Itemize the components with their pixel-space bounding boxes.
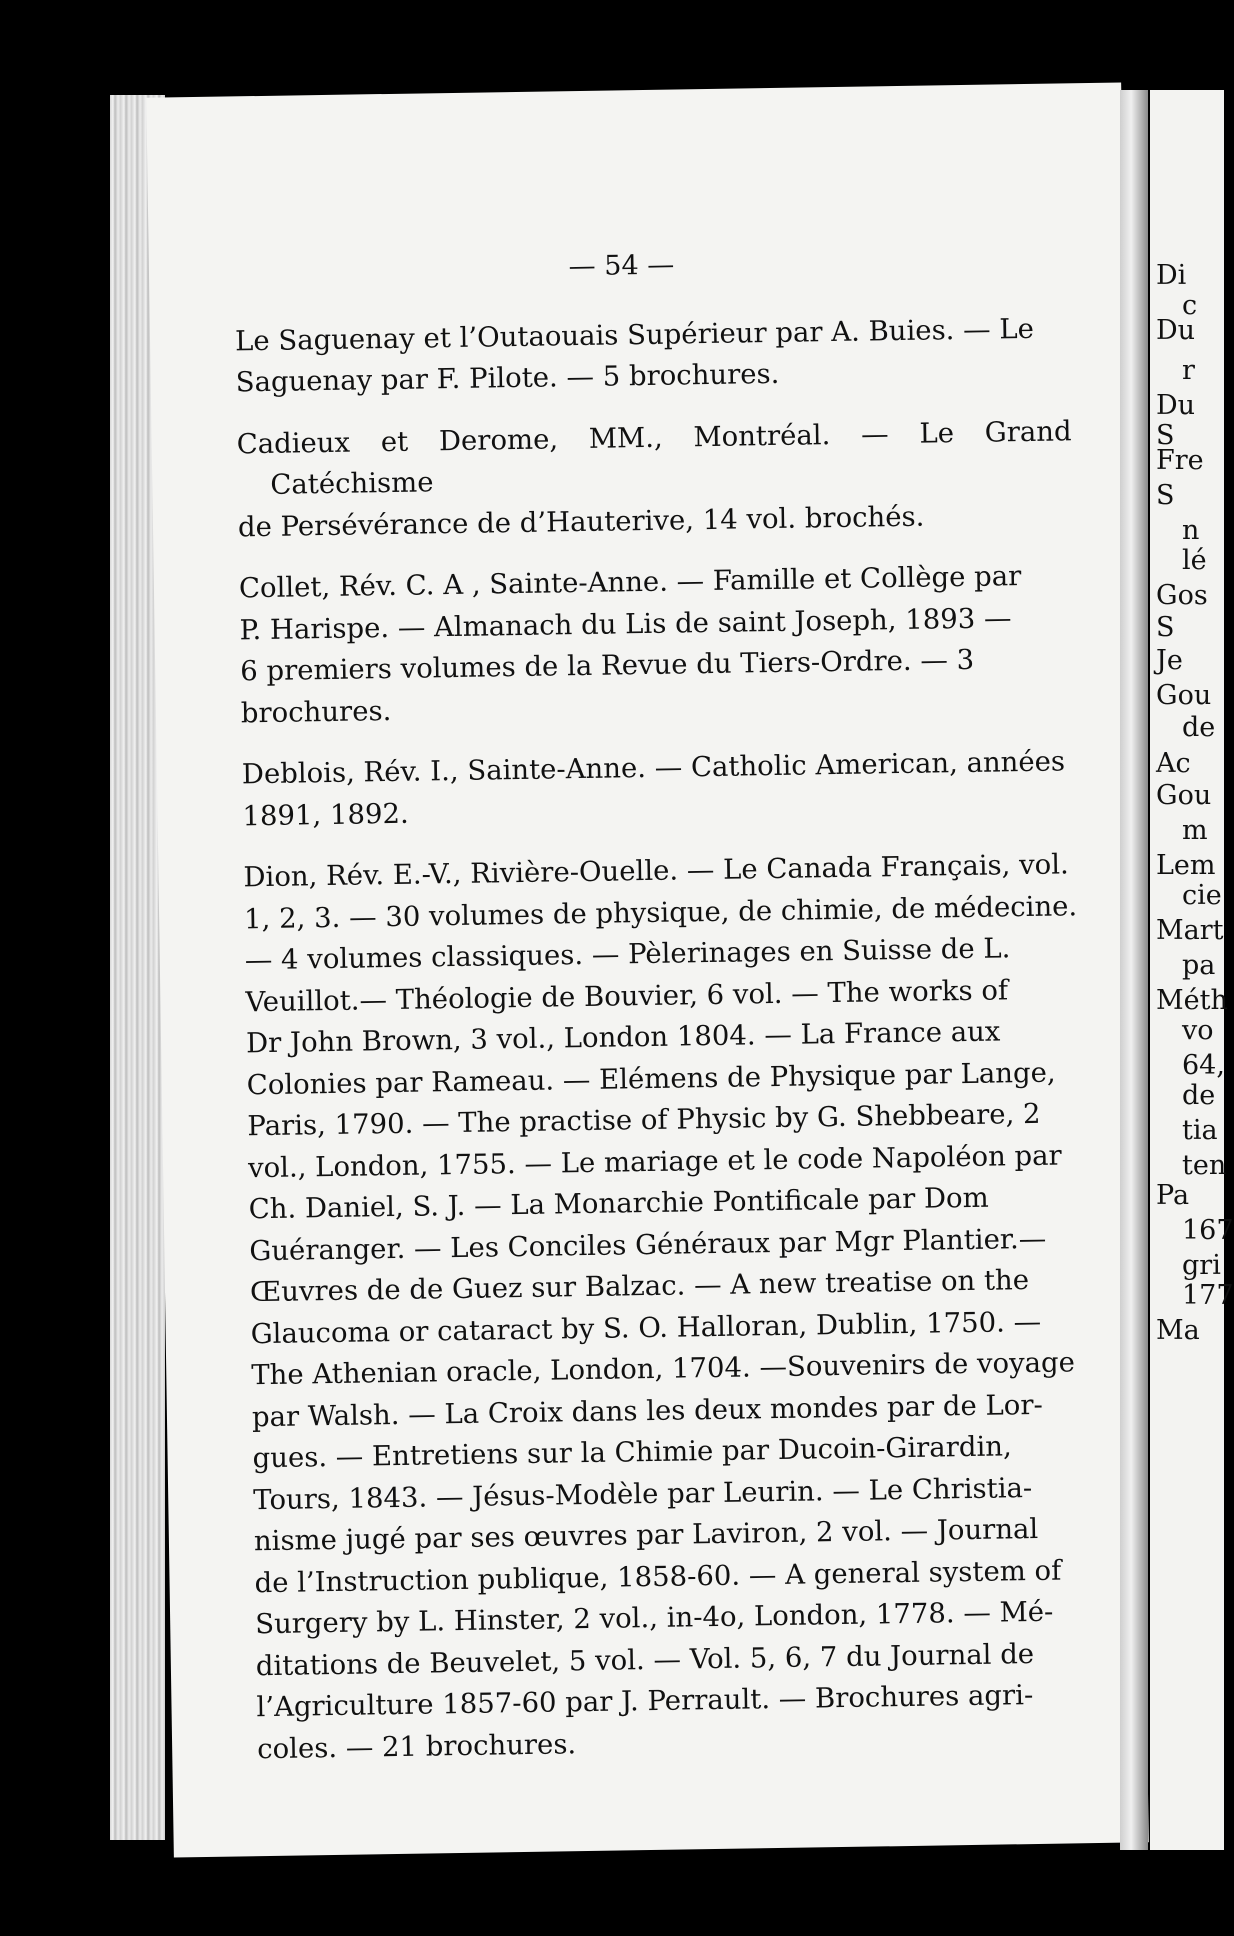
page-number: — 54 — xyxy=(568,249,675,283)
entry-line: ditations de Beuvelet, 5 vol. — Vol. 5, 6, 7 du Journal de xyxy=(255,1637,1035,1682)
next-page-fragment: Ma xyxy=(1156,1315,1200,1346)
list-item xyxy=(235,308,1071,404)
page-content xyxy=(234,238,1093,1790)
next-page-fragment: Pa xyxy=(1156,1180,1190,1211)
entry-line: gues. — Entretiens sur la Chimie par Ducoin-Girardin, xyxy=(252,1430,1012,1475)
entry-line: Œuvres de de Guez sur Balzac. — A new treatise on the xyxy=(249,1264,1030,1309)
entry-line: Colonies par Rameau. — Elémens de Physique par Lange, xyxy=(246,1056,1056,1101)
next-page-fragment: Gou xyxy=(1156,780,1212,811)
entry-line: Paris, 1790. — The practise of Physic by G. Shebbeare, 2 xyxy=(247,1097,1041,1143)
next-page-fragment: pa xyxy=(1182,950,1216,981)
next-page-fragment: 167 xyxy=(1182,1215,1234,1246)
entry-line: Dr John Brown, 3 vol., London 1804. — La France aux xyxy=(245,1015,1001,1060)
next-page-fragment: vo xyxy=(1182,1015,1214,1046)
next-page-fragment: Du xyxy=(1156,315,1196,346)
list-item xyxy=(243,844,1092,1770)
entry-line: de l’Instruction publique, 1858-60. — A general system of xyxy=(254,1554,1062,1599)
entry-line: 1891, 1892. xyxy=(242,797,409,832)
next-page-fragment: 64, xyxy=(1182,1050,1225,1081)
entry-list xyxy=(235,308,1093,1770)
entry-line: The Athenian oracle, London, 1704. —Souvenirs de voyage xyxy=(251,1346,1076,1392)
next-page-fragment: n xyxy=(1182,515,1200,546)
entry-line: P. Harispe. — Almanach du Lis de saint Joseph, 1893 — xyxy=(239,601,1012,646)
entry-line: Saguenay par F. Pilote. — 5 brochures. xyxy=(235,357,780,399)
next-page-fragment: Du xyxy=(1156,390,1196,421)
entry-line: vol., London, 1755. — Le mariage et le code Napoléon par xyxy=(247,1139,1062,1184)
next-page-fragment: de xyxy=(1182,1080,1216,1111)
book-page xyxy=(146,82,1149,1857)
entry-line: 6 premiers volumes de la Revue du Tiers-Ordre. — 3 xyxy=(240,643,975,688)
next-page-fragment: S xyxy=(1156,480,1175,511)
entry-line: nisme jugé par ses œuvres par Laviron, 2 vol. — Journal xyxy=(253,1512,1039,1558)
entry-line: Veuillot.— Théologie de Bouvier, 6 vol. — The works of xyxy=(245,973,1009,1018)
next-page-fragment: lé xyxy=(1182,545,1207,576)
page-gutter xyxy=(1120,90,1148,1850)
next-page-fragment: Di xyxy=(1156,260,1187,291)
next-page-fragment: gri xyxy=(1182,1250,1221,1281)
next-page-fragment: c xyxy=(1182,290,1198,321)
entry-line: Dion, Rév. E.-V., Rivière-Ouelle. — Le Canada Français, vol. xyxy=(243,848,1070,894)
entry-line: 1, 2, 3. — 30 volumes de physique, de chimie, de médecine. xyxy=(243,889,1078,935)
entry-line: Collet, Rév. C. A , Sainte-Anne. — Famille et Collège par xyxy=(238,560,1022,605)
list-item xyxy=(239,555,1077,734)
list-item xyxy=(242,741,1078,837)
next-page-fragment: r xyxy=(1182,355,1195,386)
list-item xyxy=(236,411,1073,549)
entry-line: Le Saguenay et l’Outaouais Supérieur par A. Buies. — Le xyxy=(234,312,1035,357)
entry-line: Tours, 1843. — Jésus-Modèle par Leurin. — Le Christia- xyxy=(253,1471,1033,1516)
next-page-fragment: Gou xyxy=(1156,680,1212,711)
next-page-fragment: Mart xyxy=(1156,915,1224,946)
entry-line: Ch. Daniel, S. J. — La Monarchie Pontificale par Dom xyxy=(248,1181,989,1226)
next-page-fragment: ten xyxy=(1182,1150,1227,1181)
next-page-fragment: Gos xyxy=(1156,580,1208,611)
next-page-fragment: S xyxy=(1156,420,1175,451)
next-page-fragment: de xyxy=(1182,712,1216,743)
next-page-fragment: Ac xyxy=(1156,748,1191,779)
next-page-fragment: Méth xyxy=(1156,985,1228,1016)
entry-line: Glaucoma or cataract by S. O. Halloran, Dublin, 1750. — xyxy=(250,1305,1042,1350)
entry-line: Surgery by L. Hinster, 2 vol., in-4o, London, 1778. — Mé- xyxy=(254,1595,1054,1641)
next-page-fragment: Fre xyxy=(1156,445,1204,476)
entry-line: — 4 volumes classiques. — Pèlerinages en Suisse de L. xyxy=(244,932,1011,977)
next-page-fragment: Lem xyxy=(1156,850,1216,881)
entry-line: Cadieux et Derome, MM., Montréal. — Le Grand Catéchisme xyxy=(236,414,1072,501)
next-page-fragment: Je xyxy=(1156,645,1183,676)
entry-line: brochures. xyxy=(240,694,392,729)
next-page-fragment: S xyxy=(1156,612,1175,643)
next-page-fragment: cie xyxy=(1182,880,1222,911)
next-page-edge xyxy=(1150,90,1234,1850)
entry-line: coles. — 21 brochures. xyxy=(256,1727,577,1765)
entry-line: de Persévérance de d’Hauterive, 14 vol. brochés. xyxy=(237,500,925,543)
entry-line: Guéranger. — Les Conciles Généraux par Mgr Plantier.— xyxy=(249,1222,1047,1267)
next-page-fragment: m xyxy=(1182,815,1208,846)
next-page-fragment: tia xyxy=(1182,1115,1218,1146)
entry-line: Deblois, Rév. I., Sainte-Anne. — Catholic American, années xyxy=(241,745,1066,791)
entry-line: l’Agriculture 1857-60 par J. Perrault. — Brochures agri- xyxy=(256,1679,1034,1724)
next-page-fragment: 177 xyxy=(1182,1280,1234,1311)
entry-line: par Walsh. — La Croix dans les deux mondes par de Lor- xyxy=(251,1388,1043,1433)
